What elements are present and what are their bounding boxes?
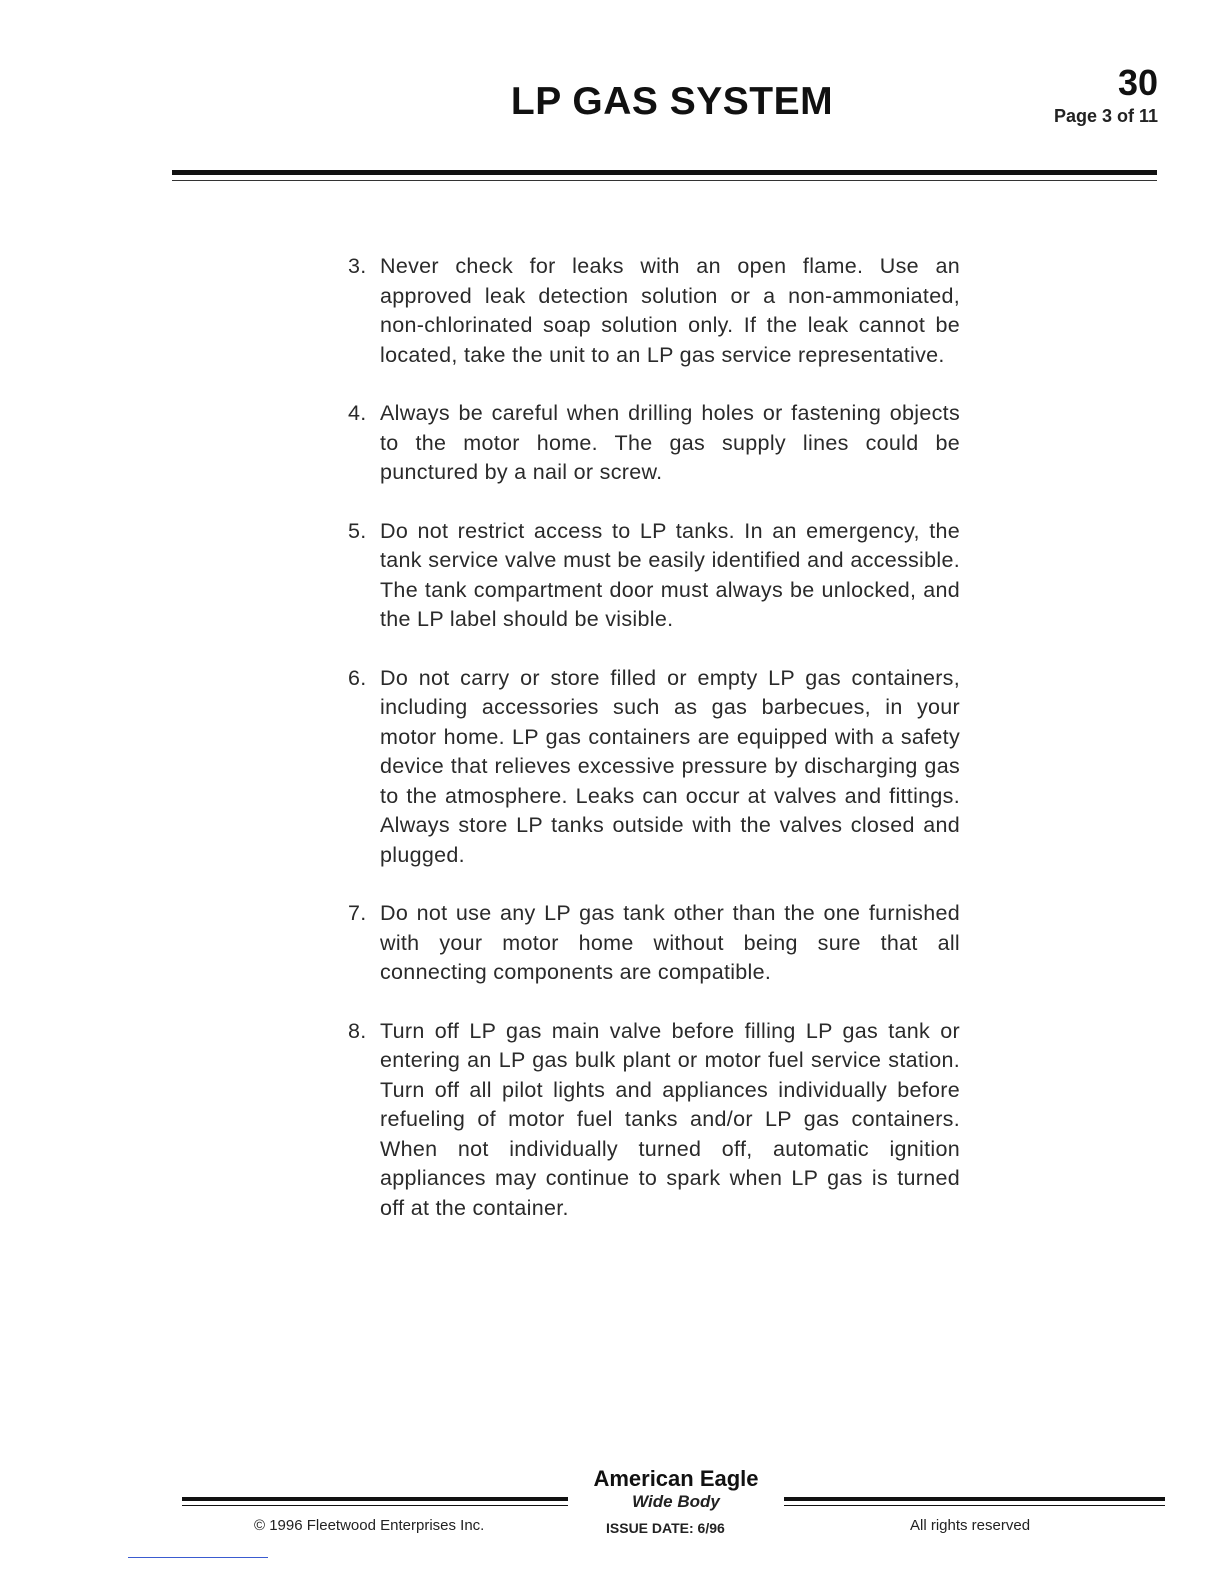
item-number: 5. [348,518,367,543]
list-item [348,899,960,988]
item-text: Always be careful when drilling holes or fastening objects to the motor home. The gas supply lines could be punctured by a nail or screw. [380,401,960,484]
scan-artifact-line [128,1557,268,1558]
item-text: Never check for leaks with an open flame. Use an approved leak detection solution or a non-ammoniated, non-chlorinated soap solution only. If the leak cannot be located, take the unit to an LP gas service representative. [380,254,960,367]
footer-model: American Eagle [593,1466,759,1491]
item-text: Do not carry or store filled or empty LP gas containers, including accessories such as gas barbecues, in your motor home. LP gas containers are equipped with a safety device that relieves excessive pressure by discharging gas to the atmosphere. Leaks can occur at valves and fittings. Always store LP tanks outside with the valves closed and plugged. [380,665,960,867]
item-number: 4. [348,401,367,425]
item-number: 6. [348,665,367,690]
footer-rule-left [182,1497,568,1501]
list-item [348,399,960,488]
footer-rule-right [784,1497,1165,1501]
section-number: 30 [1117,62,1158,103]
page-title: LP GAS SYSTEM [510,80,834,123]
footer-rule-left-thin [182,1505,568,1506]
item-text: Do not use any LP gas tank other than the one furnished with your motor home without being sure that all connecting components are compatible. [380,901,960,984]
safety-list [348,252,960,1252]
footer-rule-right-thin [784,1505,1165,1506]
header-rule [172,170,1157,175]
header-rule-thin [172,180,1157,181]
footer-rights: All rights reserved [910,1517,1031,1534]
list-item [348,252,960,370]
item-text: Do not restrict access to LP tanks. In an emergency, the tank service valve must be easily identified and accessible. The tank compartment door must always be unlocked, and the LP label should be visible. [380,518,960,631]
list-item [348,664,960,871]
list-item [348,1017,960,1224]
item-text: Turn off LP gas main valve before filling LP gas tank or entering an LP gas bulk plant or motor fuel service station. Turn off all pilot lights and appliances individually before refueling of motor fuel tanks and/or LP gas containers. When not individually turned off, automatic ignition appliances may continue to spark when LP gas is turned off at the container. [380,1018,960,1220]
footer-body-style: Wide Body [632,1492,720,1511]
footer-copyright: © 1996 Fleetwood Enterprises Inc. [254,1517,485,1534]
item-number: 3. [348,254,367,278]
list-item [348,517,960,635]
item-number: 8. [348,1018,367,1043]
item-number: 7. [348,901,367,925]
footer-issue-date: ISSUE DATE: 6/96 [606,1520,725,1536]
page-indicator: Page 3 of 11 [1053,106,1158,126]
